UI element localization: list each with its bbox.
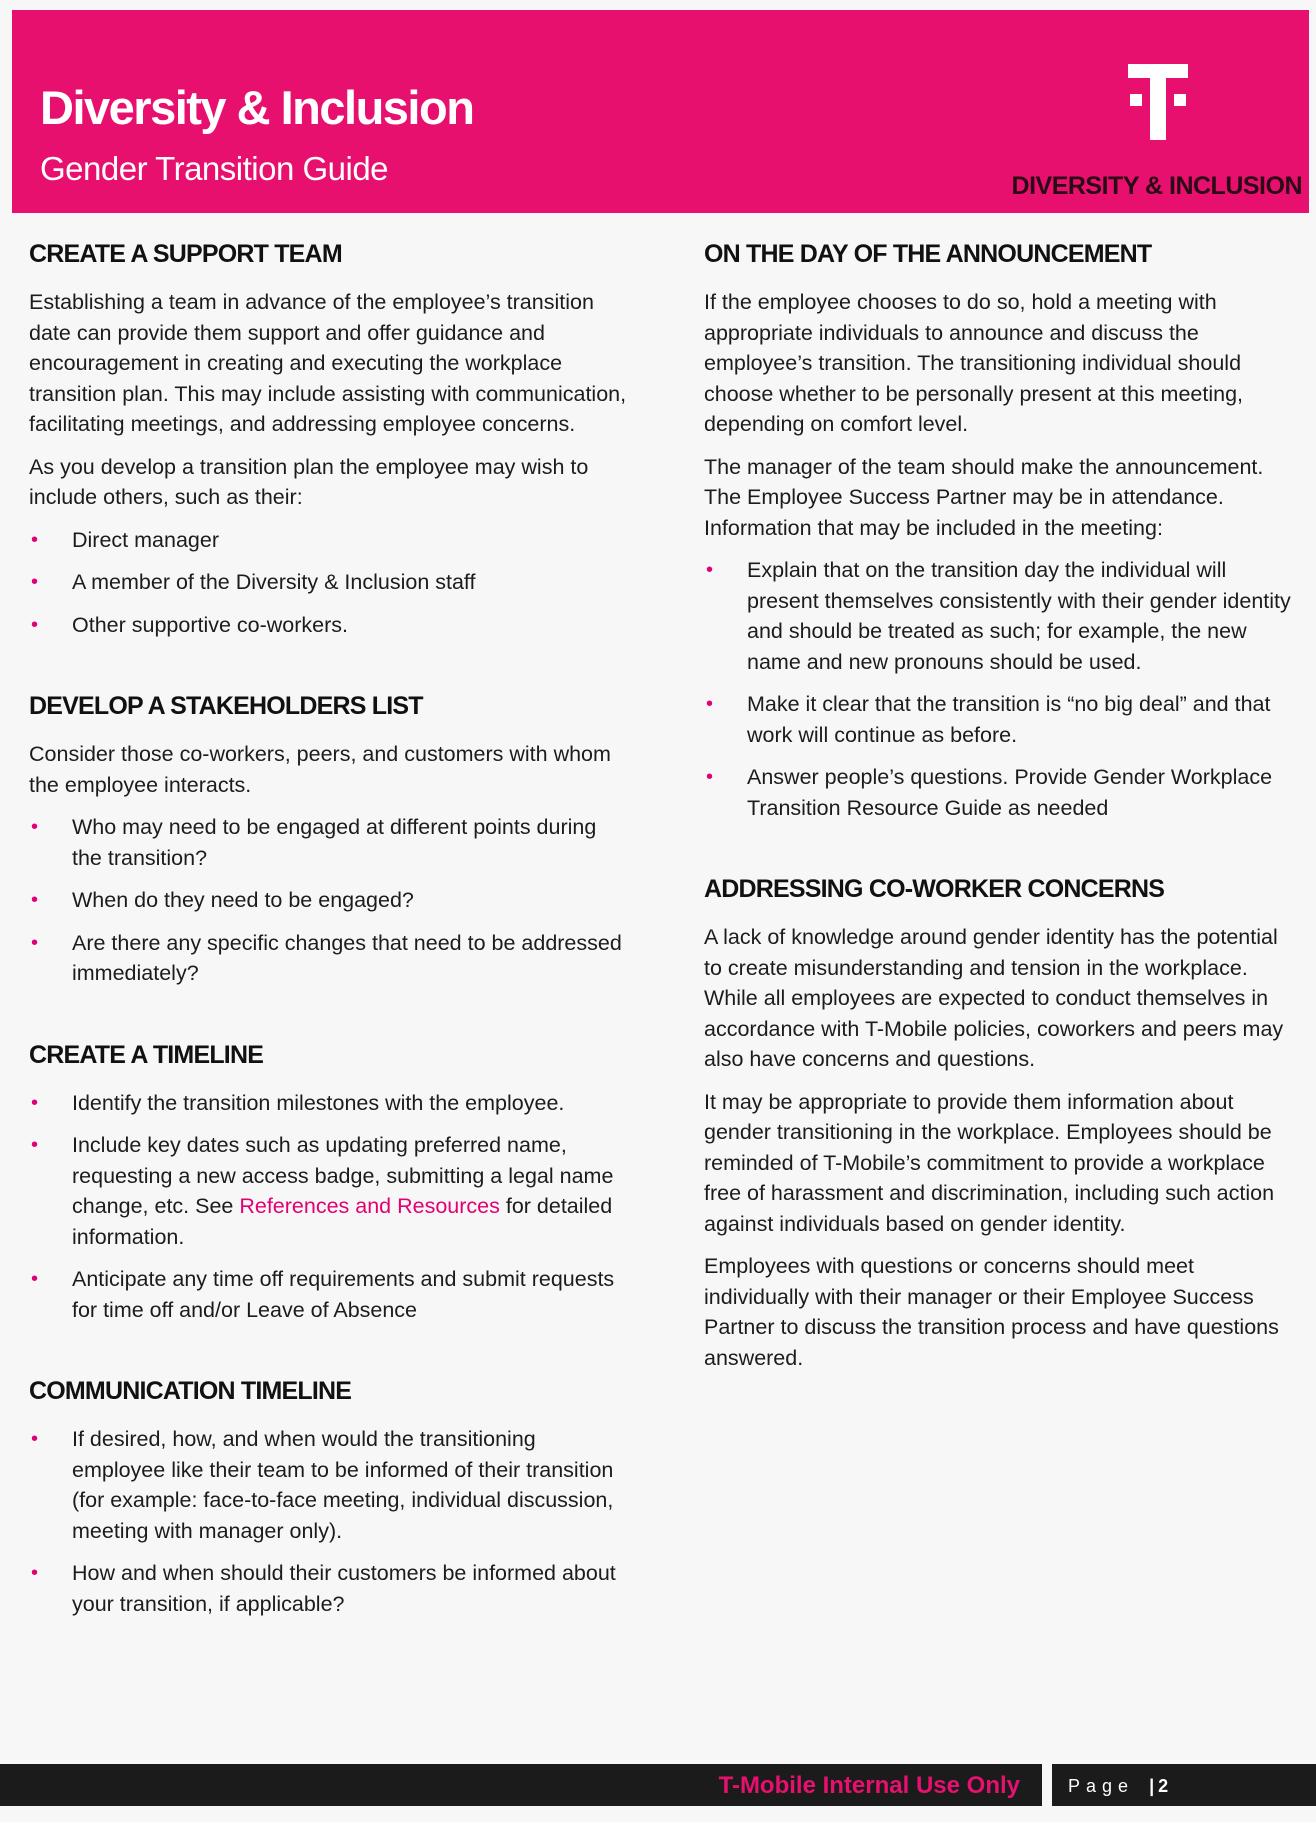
bullet-icon: • xyxy=(31,528,39,551)
list-item-text: Make it clear that the transition is “no big deal” and that work will continue as before. xyxy=(747,692,1271,747)
paragraph: As you develop a transition plan the employee may wish to include others, such as their: xyxy=(29,454,589,509)
references-resources-link[interactable]: References and Resources xyxy=(239,1194,500,1218)
bullet-icon: • xyxy=(31,1562,39,1584)
list-item-text: Identify the transition milestones with the employee. xyxy=(72,1090,565,1115)
bullet-icon: • xyxy=(706,693,714,715)
section-stakeholders xyxy=(29,692,629,989)
page-number: 2 xyxy=(1158,1776,1169,1796)
list-item xyxy=(29,1088,629,1119)
list-item xyxy=(29,812,629,873)
section-heading: COMMUNICATION TIMELINE xyxy=(29,1377,352,1405)
list-item-text: A member of the Diversity & Inclusion staff xyxy=(72,570,476,594)
section-timeline xyxy=(29,1041,629,1326)
paragraph: Establishing a team in advance of the employee’s transition date can provide them support and offer guidance and encouragement in creating and executing the workplace transition plan. This may include assisting with communication, facilitating meetings, and addressing employee concerns. xyxy=(29,290,627,436)
bullet-icon: • xyxy=(31,1428,39,1450)
bullet-list xyxy=(29,1424,629,1619)
list-item-text: Are there any specific changes that need to be addressed immediately? xyxy=(72,930,622,985)
list-item xyxy=(29,928,629,989)
list-item xyxy=(29,1558,629,1619)
footer-classification: T-Mobile Internal Use Only xyxy=(718,1772,1020,1799)
document-subtitle: Gender Transition Guide xyxy=(40,150,389,187)
list-item xyxy=(704,689,1294,750)
list-item-text: Direct manager xyxy=(72,527,219,552)
list-item-text: Who may need to be engaged at different points during the transition? xyxy=(72,815,597,870)
paragraph: The manager of the team should make the announcement. The Employee Success Partner may be in attendance. Information that may be included in the meeting: xyxy=(704,454,1264,540)
paragraph: Employees with questions or concerns should meet individually with their manager or their Employee Success Partner to discuss the transition process and have questions answered. xyxy=(704,1254,1279,1370)
section-coworker-concerns xyxy=(704,875,1294,1373)
list-item-text: When do they need to be engaged? xyxy=(72,888,414,912)
list-item-text: Other supportive co-workers. xyxy=(72,612,349,637)
paragraph: A lack of knowledge around gender identity has the potential to create misunderstanding and tension in the workplace. While all employees are expected to conduct themselves in accordance with T-Mobile policies, coworkers and peers may also have concerns and questions. xyxy=(704,925,1284,1071)
bullet-icon: • xyxy=(31,931,39,954)
page-label: Page xyxy=(1068,1776,1135,1796)
bullet-icon: • xyxy=(706,559,714,581)
section-heading: DEVELOP A STAKEHOLDERS LIST xyxy=(29,692,423,720)
bullet-icon: • xyxy=(706,766,714,788)
section-support-team xyxy=(29,240,629,640)
paragraph: Consider those co-workers, peers, and customers with whom the employee interacts. xyxy=(29,742,611,797)
left-column xyxy=(29,240,629,1671)
list-item-text-pre: Include key dates such as updating preferred name, requesting a new access badge, submitting a legal name change, etc. See xyxy=(72,1133,614,1218)
bullet-icon: • xyxy=(31,1134,39,1156)
list-item-text: Anticipate any time off requirements and submit requests for time off and/or Leave of Absence xyxy=(72,1267,615,1322)
bullet-list xyxy=(29,525,629,641)
list-item xyxy=(29,885,629,916)
section-heading: CREATE A SUPPORT TEAM xyxy=(29,240,342,268)
bullet-list xyxy=(704,555,1294,823)
footer-divider xyxy=(1042,1764,1052,1806)
section-communication xyxy=(29,1377,629,1619)
section-heading: ADDRESSING CO-WORKER CONCERNS xyxy=(704,875,1165,903)
logo-tagline: DIVERSITY & INCLUSION xyxy=(1011,172,1302,200)
list-item xyxy=(704,555,1294,677)
section-announcement xyxy=(704,240,1294,823)
list-item-text: Explain that on the transition day the individual will present themselves consistently with their gender identity and should be treated as such; for example, the new name and new pronouns should be used. xyxy=(747,558,1291,674)
right-column xyxy=(704,240,1294,1425)
paragraph: If the employee chooses to do so, hold a meeting with appropriate individuals to announce and discuss the employee’s transition. The transitioning individual should choose whether to be personally present at this meeting, depending on comfort level. xyxy=(704,290,1244,436)
list-item-text-post: for detailed information. xyxy=(72,1194,613,1249)
bullet-list xyxy=(29,812,629,989)
bullet-list xyxy=(29,1088,629,1326)
t-mobile-logo-icon xyxy=(1118,58,1198,148)
section-heading: ON THE DAY OF THE ANNOUNCEMENT xyxy=(704,240,1152,268)
section-heading: CREATE A TIMELINE xyxy=(29,1040,264,1069)
list-item xyxy=(29,610,629,641)
document-title: Diversity & Inclusion xyxy=(40,81,474,134)
page-separator: | xyxy=(1149,1776,1155,1796)
list-item xyxy=(29,525,629,556)
list-item xyxy=(704,762,1294,823)
footer-page-indicator xyxy=(1068,1776,1168,1797)
list-item xyxy=(29,567,629,598)
bullet-icon: • xyxy=(31,571,39,593)
bullet-icon: • xyxy=(31,1091,39,1114)
list-item xyxy=(29,1424,629,1546)
bullet-icon: • xyxy=(31,613,39,636)
bullet-icon: • xyxy=(31,889,39,911)
bullet-icon: • xyxy=(31,816,39,838)
paragraph: It may be appropriate to provide them information about gender transitioning in the workplace. Employees should be reminded of T-Mobile’s commitment to provide a workplace free of harassment and discrimination, including such action against individuals based on gender identity. xyxy=(704,1089,1275,1236)
list-item-text: If desired, how, and when would the transitioning employee like their team to be informed of their transition (for example: face-to-face meeting, individual discussion, meeting with manager only). xyxy=(72,1427,614,1543)
bullet-icon: • xyxy=(31,1268,39,1290)
list-item xyxy=(29,1130,629,1252)
list-item-text: Answer people’s questions. Provide Gender Workplace Transition Resource Guide as needed xyxy=(747,765,1273,820)
list-item xyxy=(29,1264,629,1325)
list-item-text: How and when should their customers be informed about your transition, if applicable? xyxy=(72,1561,616,1616)
